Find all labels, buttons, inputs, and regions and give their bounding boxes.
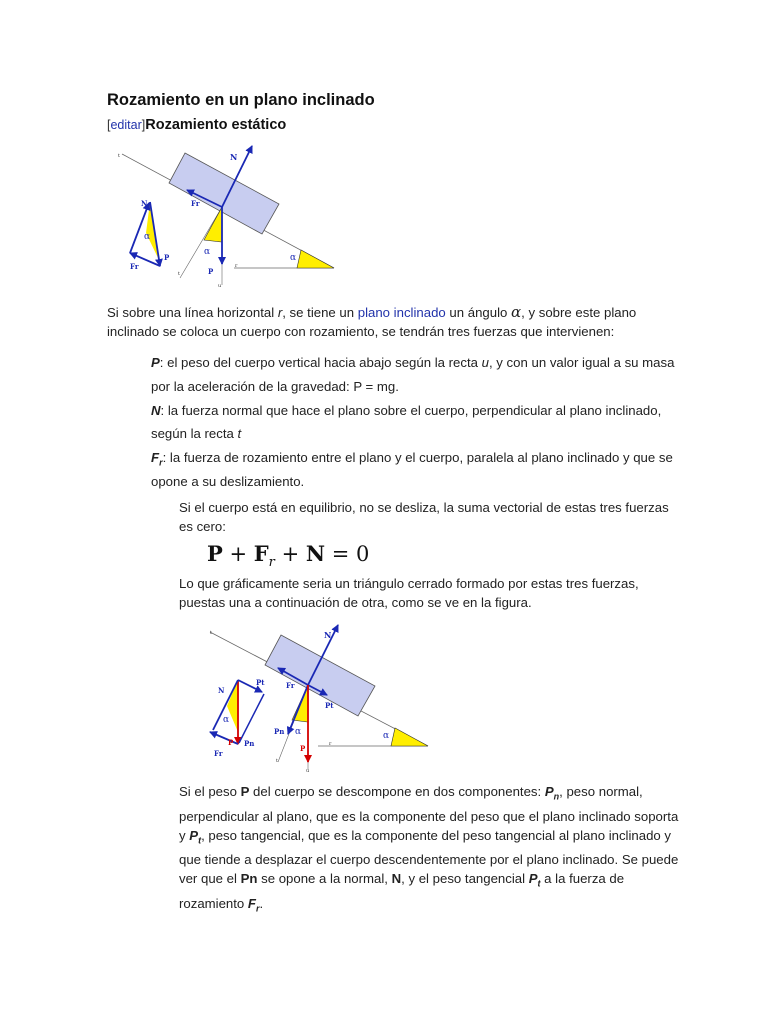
force-Fr-text: opone a su deslizamiento. [151, 474, 305, 489]
decomposition-paragraph [179, 782, 678, 919]
decompose-Pt: P [189, 827, 199, 843]
decompose-Pn: P [544, 784, 554, 799]
decompose-text: . [259, 895, 264, 911]
intro-text: inclinado se coloca un cuerpo con rozamiento, se tendrán tres fuerzas que intervienen: [107, 324, 615, 339]
equilibrium-formula [207, 541, 369, 570]
decompose-text: se opone a la normal, [257, 871, 392, 887]
force-Fr-symbol: F [151, 450, 160, 465]
section-heading [107, 117, 286, 133]
intro-alpha: α [511, 303, 522, 321]
decompose-Pn-bold: Pn [240, 871, 258, 887]
intro-text: Si sobre una línea horizontal [107, 305, 278, 320]
force-Fr-sub: r [159, 457, 163, 468]
decompose-text: del cuerpo se descompone en dos componentes: [249, 784, 545, 799]
decompose-text: , peso normal, [559, 784, 643, 799]
label-t: t [210, 630, 213, 636]
formula-plus: + [274, 542, 306, 566]
decompose-text: rozamiento [179, 895, 248, 911]
decompose-N: N [391, 871, 402, 887]
label-Fr: Fr [191, 199, 200, 208]
decompose-text: perpendicular al plano, que es la componente del peso que el plano inclinado soporta [179, 808, 679, 824]
decompose-text: ver que el [179, 871, 241, 887]
intro-text: , se tiene un [282, 305, 358, 320]
triangle-N-arrow [130, 203, 149, 253]
force-N-text: según la recta [151, 426, 238, 441]
formula-F: F [253, 541, 269, 566]
label-t2: t [178, 271, 181, 277]
force-P-line2 [151, 375, 399, 399]
label-r: r [329, 741, 332, 747]
force-N-line2 [151, 422, 241, 446]
equilibrium-paragraph [179, 498, 669, 536]
force-P-text: , y con un valor igual a su masa [488, 355, 675, 370]
alpha-angle-base [297, 250, 334, 268]
label-P: P [300, 744, 306, 753]
block [265, 635, 375, 716]
intro-text: un ángulo [445, 305, 512, 320]
force-N-line [151, 399, 661, 423]
intro-text: , y sobre este plano [521, 305, 637, 320]
force-N-symbol: N [151, 403, 161, 418]
label-Fr-triangle: Fr [214, 749, 223, 758]
decompose-text: a la fuerza de [540, 871, 625, 887]
page-title: Rozamiento en un plano inclinado [107, 91, 375, 109]
block [169, 153, 279, 234]
decompose-Fr: F [247, 895, 256, 911]
label-N-triangle: N [141, 199, 148, 208]
edit-link[interactable]: editar [110, 118, 142, 132]
label-Fr: Fr [286, 681, 295, 690]
decompose-text: Si el peso [179, 784, 241, 799]
label-Pt-triangle: Pt [256, 678, 265, 687]
decompose-text: y [179, 827, 190, 843]
label-alpha-base: α [383, 731, 390, 741]
label-Pn: Pn [274, 727, 285, 736]
triangle-Pn-side [239, 694, 264, 743]
label-Pt: Pt [325, 701, 334, 710]
label-t: t [118, 153, 121, 159]
force-P-line [151, 351, 674, 375]
label-alpha-under: α [204, 247, 211, 257]
section-title: Rozamiento estático [145, 117, 287, 133]
decompose-Fr-sub: r [255, 903, 260, 914]
force-Fr-text: : la fuerza de rozamiento entre el plano y el cuerpo, paralela al plano inclinado y que se [162, 450, 673, 465]
label-alpha-triangle: α [223, 715, 230, 725]
intro-paragraph [107, 303, 636, 341]
label-alpha-under: α [295, 727, 302, 737]
triangle-paragraph [179, 574, 639, 612]
formula-N: N [305, 541, 326, 566]
label-u: u [306, 768, 310, 772]
edit-bracket-close: ] [141, 118, 146, 132]
decompose-Pt: P [528, 871, 538, 887]
plano-inclinado-link[interactable]: plano inclinado [357, 305, 446, 320]
label-P-triangle: P [228, 738, 234, 747]
formula-P: P [207, 541, 223, 566]
formula-plus: + [222, 542, 254, 566]
decompose-text: , y el peso tangencial [401, 871, 529, 887]
label-alpha-triangle: α [144, 232, 151, 242]
label-Pn-triangle: Pn [244, 739, 255, 748]
alpha-angle-under-block [204, 207, 222, 242]
formula-sub-r: r [268, 555, 275, 571]
force-N-text: : la fuerza normal que hace el plano sobre el cuerpo, perpendicular al plano inclinado, [160, 403, 662, 418]
label-Fr-triangle: Fr [130, 262, 139, 271]
label-N: N [230, 152, 238, 162]
force-Fr-line2 [151, 470, 304, 494]
triangle-text: puestas una a continuación de otra, como se ve en la figura. [179, 595, 532, 610]
formula-equals-zero: = 0 [325, 542, 370, 566]
force-P-u: u [481, 355, 489, 370]
edit-bracket-open: [ [107, 118, 111, 132]
figure-inclined-plane-static [112, 140, 342, 290]
normal-line-t [180, 207, 222, 278]
force-P-text: : el peso del cuerpo vertical hacia abajo según la recta [159, 355, 482, 370]
equilibrium-text: es cero: [179, 519, 226, 534]
intro-r: r [277, 305, 283, 320]
label-N: N [324, 630, 332, 640]
alpha-angle-base [391, 728, 428, 746]
triangle-text: Lo que gráficamente seria un triángulo cerrado formado por estas tres fuerzas, [179, 576, 639, 591]
force-N-t: t [237, 426, 242, 441]
label-alpha-base: α [290, 253, 297, 263]
decompose-text: , peso tangencial, que es la componente del peso tangencial al plano inclinado y [201, 827, 672, 843]
label-N-triangle: N [218, 686, 225, 695]
decompose-Pt-sub: t [198, 835, 202, 846]
decompose-Pt-sub: t [537, 878, 541, 889]
triangle-Fr-arrow [210, 732, 238, 744]
label-r: r [235, 263, 238, 269]
decompose-P: P [240, 784, 250, 799]
decompose-text: que tiende a desplazar el cuerpo descendentemente por el plano inclinado. Se puede [179, 852, 679, 868]
label-P-triangle: P [164, 253, 170, 262]
force-P-symbol: P [151, 355, 160, 370]
label-u: u [218, 283, 222, 289]
figure-force-triangle-decomposition [200, 622, 435, 772]
decompose-Pn-sub: n [553, 791, 560, 802]
force-P-text: por la aceleración de la gravedad: P = mg. [151, 379, 399, 394]
label-P: P [208, 267, 214, 276]
equilibrium-text: Si el cuerpo está en equilibrio, no se desliza, la suma vectorial de estas tres fuerzas [179, 500, 669, 515]
label-t2: t [276, 758, 279, 764]
